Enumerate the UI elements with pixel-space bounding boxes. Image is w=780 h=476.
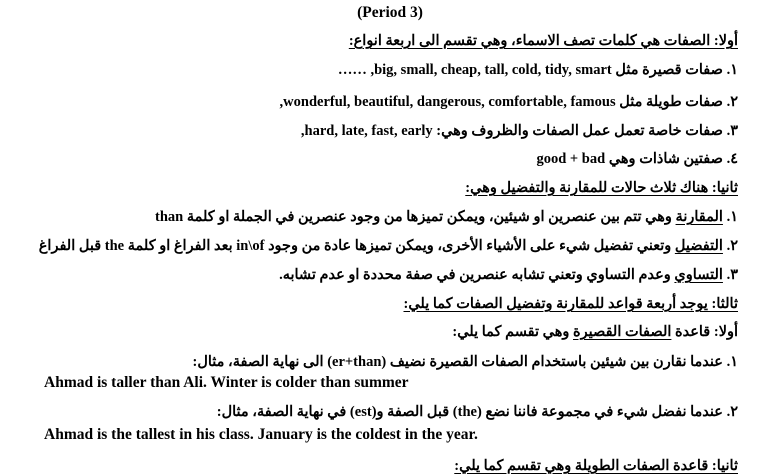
section-heading-rules: ثالثا: يوجد أربعة قواعد للمقارنة وتفضيل الصفات كما يلي: [403, 296, 738, 312]
case-line-equality [279, 265, 738, 285]
section-heading-cases: ثانيا: هناك ثلاث حالات للمقارنة والتفضيل وهي: [465, 180, 738, 196]
page-title: (Period 3) [357, 4, 423, 21]
rule1-example-2: Ahmad is the tallest in his class. January is the coldest in the year. [44, 426, 478, 443]
case-line-comparison [155, 207, 738, 227]
case-text: وعدم التساوي وتعني تشابه عنصرين في صفة محددة او عدم تشابه. [279, 267, 671, 283]
type-line-irregular [536, 149, 738, 169]
type-label: ٣. صفات خاصة تعمل عمل الصفات والظروف وهي: [436, 123, 738, 139]
type-examples: hard, late, fast, early, [300, 123, 433, 139]
case-term: التساوي [674, 267, 723, 283]
rule1-heading-post: وهي تقسم كما يلي: [452, 324, 570, 340]
rule1-item-1: ١. عندما نقارن بين شيئين باستخدام الصفات القصيرة نضيف (er+than) الى نهاية الصفة، مثال: [192, 354, 738, 370]
rule1-heading [452, 322, 738, 342]
type-examples: wonderful, beautiful, dangerous, comfortable, famous, [279, 94, 616, 110]
rule2-heading: ثانيا: قاعدة الصفات الطويلة وهي تقسم كما يلي: [454, 458, 738, 474]
type-label: ٢. صفات طويلة مثل [619, 94, 738, 110]
case-text: وتعني تفضيل شيء على الأشياء الأخرى، ويمكن تميزها عادة من وجود in\of بعد الفراغ او كلمة the قبل الفراغ [38, 238, 672, 254]
type-line-special [301, 121, 738, 141]
case-number: ١. [726, 209, 738, 225]
case-term: التفضيل [674, 238, 723, 254]
rule1-heading-term: الصفات القصيرة [573, 324, 672, 340]
type-examples: good + bad [536, 151, 606, 167]
type-line-short [338, 60, 738, 80]
type-label: ٤. صفتين شاذات وهي [608, 151, 738, 167]
rule1-heading-pre: أولا: قاعدة [675, 324, 738, 340]
rule1-example-1: Ahmad is taller than Ali. Winter is colder than summer [44, 374, 409, 391]
case-term: المقارنة [675, 209, 723, 225]
rule1-item-2: ٢. عندما نفضل شيء في مجموعة فاننا نضع (the) قبل الصفة و(est) في نهاية الصفة، مثال: [216, 404, 738, 420]
type-label: ١. صفات قصيرة مثل [615, 62, 738, 78]
case-number: ٢. [726, 238, 738, 254]
section-heading-adjectives: أولا: الصفات هي كلمات تصف الاسماء، وهي تقسم الى اربعة انواع: [348, 33, 738, 49]
case-line-superlative [39, 236, 738, 256]
type-line-long [280, 92, 738, 112]
type-examples: big, small, cheap, tall, cold, tidy, smart, …… [337, 62, 612, 78]
case-number: ٣. [726, 267, 738, 283]
case-text: وهي تتم بين عنصرين او شيئين، ويمكن تميزها من وجود عنصرين في الجملة او كلمة than [154, 209, 672, 225]
